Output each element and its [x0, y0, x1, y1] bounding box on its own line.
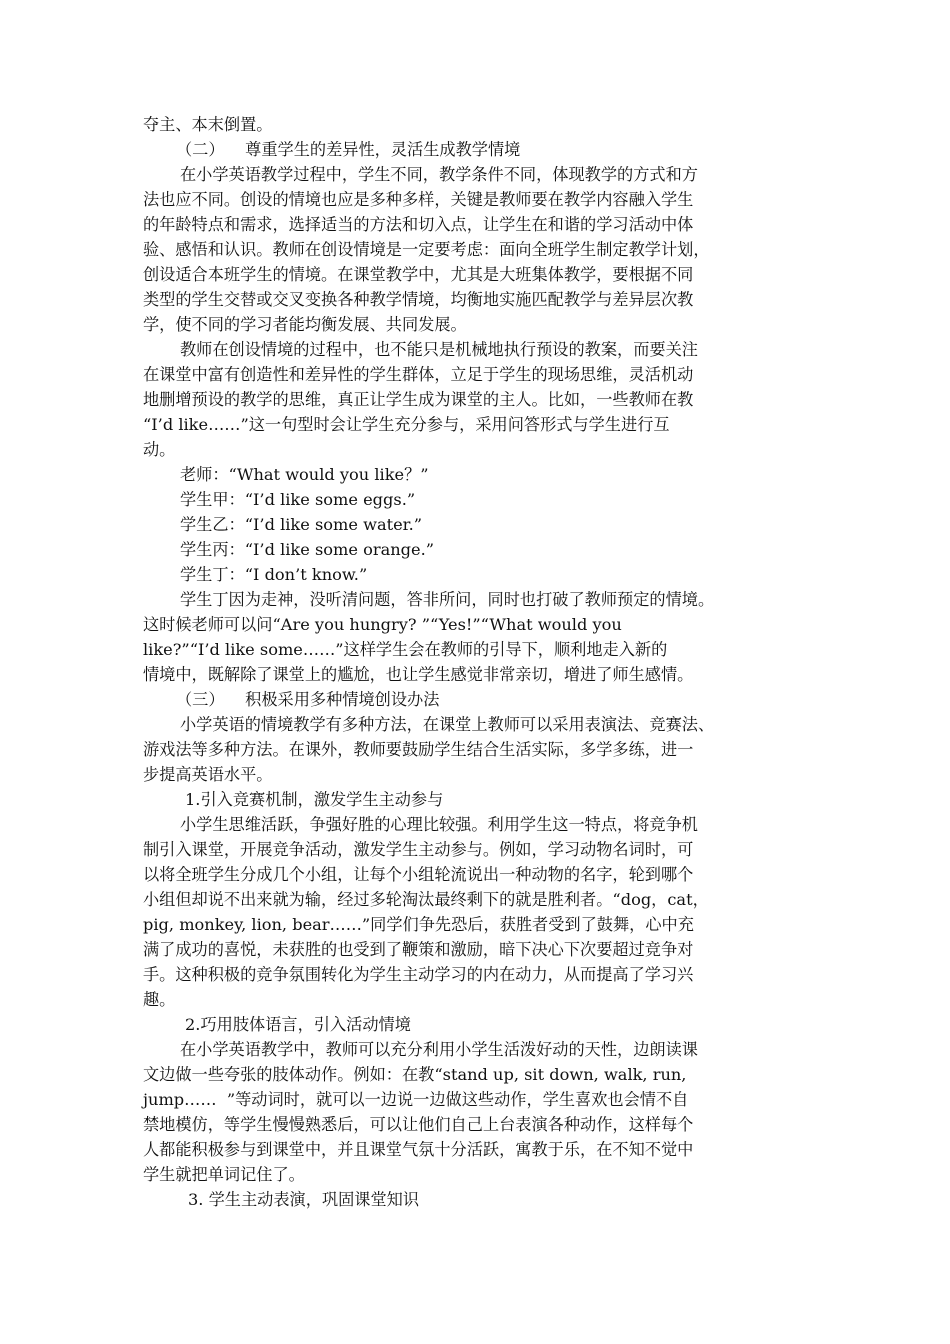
text-line: 学生乙：“I’d like some water.”: [180, 515, 423, 534]
text-line: 的年龄特点和需求，选择适当的方法和切入点，让学生在和谐的学习活动中体: [143, 215, 694, 234]
text-line: 动。: [143, 440, 176, 459]
text-line: 小学英语的情境教学有多种方法，在课堂上教师可以采用表演法、竞赛法、: [180, 715, 715, 734]
text-line: 1.引入竞赛机制，激发学生主动参与: [185, 790, 444, 809]
text-line: 学生就把单词记住了。: [143, 1165, 305, 1184]
text-line: jump…… ”等动词时，就可以一边说一边做这些动作，学生喜欢也会情不自: [143, 1090, 689, 1109]
text-line: 文边做一些夸张的肢体动作。例如：在教“stand up, sit down, walk, run,: [143, 1065, 687, 1084]
text-line: 制引入课堂，开展竞争活动，激发学生主动参与。例如，学习动物名词时，可: [143, 840, 694, 859]
text-line: 在课堂中富有创造性和差异性的学生群体，立足于学生的现场思维，灵活机动: [143, 365, 694, 384]
text-line: 学生甲：“I’d like some eggs.”: [180, 490, 416, 509]
text-line: 手。这种积极的竞争氛围转化为学生主动学习的内在动力，从而提高了学习兴: [143, 965, 694, 984]
text-line: 老师：“What would you like？”: [180, 465, 429, 484]
text-line: 学生丁：“I don’t know.”: [180, 565, 368, 584]
text-line: （三） 积极采用多种情境创设办法: [176, 690, 440, 709]
text-line: 在小学英语教学过程中，学生不同，教学条件不同，体现教学的方式和方: [180, 165, 698, 184]
text-line: 验、感悟和认识。教师在创设情境是一定要考虑：面向全班学生制定教学计划，: [143, 240, 710, 259]
text-line: 法也应不同。创设的情境也应是多种多样，关键是教师要在教学内容融入学生: [143, 190, 694, 209]
text-line: 游戏法等多种方法。在课外，教师要鼓励学生结合生活实际，多学多练，进一: [143, 740, 694, 759]
text-line: 教师在创设情境的过程中，也不能只是机械地执行预设的教案，而要关注: [180, 340, 698, 359]
document-page: [143, 112, 808, 1212]
text-line: 步提高英语水平。: [143, 765, 273, 784]
text-line: 情境中，既解除了课堂上的尴尬，也让学生感觉非常亲切，增进了师生感情。: [143, 665, 694, 684]
text-line: 3. 学生主动表演，巩固课堂知识: [188, 1190, 420, 1209]
text-line: 类型的学生交替或交叉变换各种教学情境，均衡地实施匹配教学与差异层次教: [143, 290, 694, 309]
text-line: 在小学英语教学中，教师可以充分利用小学生活泼好动的天性，边朗读课: [180, 1040, 698, 1059]
text-line: （二） 尊重学生的差异性，灵活生成教学情境: [176, 140, 521, 159]
text-line: 创设适合本班学生的情境。在课堂教学中，尤其是大班集体教学，要根据不同: [143, 265, 694, 284]
text-line: pig, monkey, lion, bear……”同学们争先恐后，获胜者受到了鼓舞，心中充: [143, 915, 694, 934]
text-line: 禁地模仿，等学生慢慢熟悉后，可以让他们自己上台表演各种动作，这样每个: [143, 1115, 694, 1134]
text-line: “I’d like……”这一句型时会让学生充分参与，采用问答形式与学生进行互: [143, 415, 670, 434]
text-line: 趣。: [143, 990, 176, 1009]
text-line: 人都能积极参与到课堂中，并且课堂气氛十分活跃，寓教于乐，在不知不觉中: [143, 1140, 694, 1159]
text-line: 小学生思维活跃，争强好胜的心理比较强。利用学生这一特点，将竞争机: [180, 815, 698, 834]
text-line: like?”“I’d like some……”这样学生会在教师的引导下，顺利地走入新的: [143, 640, 668, 659]
text-line: 满了成功的喜悦，未获胜的也受到了鞭策和激励，暗下决心下次要超过竞争对: [143, 940, 694, 959]
text-line: 地删增预设的教学的思维，真正让学生成为课堂的主人。比如，一些教师在教: [143, 390, 694, 409]
text-line: 这时候老师可以问“Are you hungry? ”“Yes!”“What would you: [143, 615, 622, 634]
text-line: 学生丙：“I’d like some orange.”: [180, 540, 435, 559]
text-line: 学生丁因为走神，没听清问题，答非所问，同时也打破了教师预定的情境。: [180, 590, 715, 609]
text-line: 以将全班学生分成几个小组，让每个小组轮流说出一种动物的名字，轮到哪个: [143, 865, 694, 884]
text-line: 夺主、本末倒置。: [143, 115, 273, 134]
text-line: 小组但却说不出来就为输，经过多轮淘汰最终剩下的就是胜利者。“dog，cat，: [143, 890, 709, 909]
text-line: 学，使不同的学习者能均衡发展、共同发展。: [143, 315, 467, 334]
text-line: 2.巧用肢体语言，引入活动情境: [185, 1015, 411, 1034]
